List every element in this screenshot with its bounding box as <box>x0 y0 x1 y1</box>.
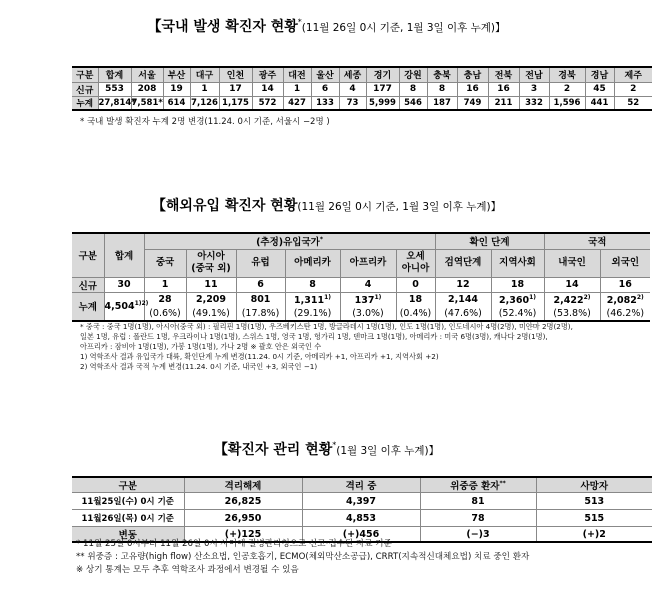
domestic-header-cell-11: 강원 <box>399 67 427 82</box>
imported-note-b: 일본 1명, 유럽 : 폴란드 1명, 우크라이나 1명(1명), 스위스 1명, 영국 1명, 헝가리 1명, 덴마크 1명(1명), 아메리카 : 미국 6명(3명), 캐나다 2명(1명), <box>80 332 548 341</box>
imported-cum-total-mark: 1)2) <box>134 300 149 308</box>
domestic-total-cell-1: 27,814* <box>98 97 136 108</box>
domestic-header-cell-12: 충북 <box>427 67 457 82</box>
domestic-new-cell-10: 177 <box>366 82 399 96</box>
management-title <box>0 439 653 459</box>
domestic-header-row <box>72 67 652 82</box>
imported-new-total: 30 <box>104 277 144 292</box>
domestic-new-cell-18: 2 <box>614 82 652 96</box>
imported-h-asia-1: 아시아 <box>197 251 225 262</box>
imported-note-e: 2) 역학조사 결과 국적 누계 변경(11.24. 0시 기준, 내국인 +3, 외국인 −1) <box>80 362 318 371</box>
imported-title-sub: (11월 26일 0시 기준, 1월 3일 이후 누계)】 <box>297 201 502 213</box>
domestic-new-cell-9: 4 <box>339 82 366 96</box>
imported-title <box>0 195 653 215</box>
domestic-total-cell-10: 5,999 <box>366 96 399 110</box>
imported-cum-asia: 2,209 <box>186 292 236 307</box>
imported-h-asia-2: (중국 외) <box>191 263 231 274</box>
imported-h-europe: 유럽 <box>236 249 285 277</box>
imported-h-oceania <box>396 249 435 277</box>
domestic-total-cell-4: 7,126 <box>191 97 218 108</box>
imported-new-asia: 11 <box>186 277 236 292</box>
domestic-new-cell-11: 8 <box>399 82 427 96</box>
domestic-new-cell-8: 6 <box>311 82 339 96</box>
management-row-1125-severe: 81 <box>420 493 536 510</box>
imported-cum-foreign-value: 2,082 <box>606 294 637 306</box>
management-h-isolated: 격리 중 <box>302 477 420 493</box>
imported-cum-africa-mark: 1) <box>374 293 382 301</box>
imported-new-community: 18 <box>491 277 544 292</box>
domestic-new-cell-7: 1 <box>283 82 311 96</box>
domestic-header-cell-10: 경기 <box>366 67 399 82</box>
domestic-title-mark: * <box>297 17 302 27</box>
domestic-title-sub: (11월 26일 0시 기준, 1월 3일 이후 누계)】 <box>301 22 506 34</box>
imported-h-china: 중국 <box>144 249 186 277</box>
domestic-total-cell-2: 7,581* <box>131 97 163 108</box>
imported-pct-europe: (17.8%) <box>236 307 285 321</box>
domestic-header-cell-4: 대구 <box>190 67 219 82</box>
imported-cum-america-mark: 1) <box>324 293 331 301</box>
imported-note-c: 아프리카 : 잠비아 1명(1명), 가봉 1명(1명), 가나 2명 ※ 괄호 안은 외국인 수 <box>80 342 322 351</box>
domestic-total-cell-13: 749 <box>457 96 488 110</box>
imported-h-country-group <box>144 233 435 249</box>
management-note-b: ** 위중증 : 고유량(high flow) 산소요법, 인공호흡기, ECMO(체외막산소공급), CRRT(지속적신대체요법) 치료 중인 환자 <box>76 552 530 562</box>
domestic-new-cell-4: 1 <box>190 82 219 96</box>
imported-cum-america <box>285 292 340 307</box>
imported-title-main: 【해외유입 확진자 현황 <box>151 198 298 214</box>
domestic-header-cell-17: 경남 <box>585 67 614 82</box>
domestic-header-cell-14: 전북 <box>488 67 519 82</box>
imported-h-africa: 아프리카 <box>340 249 396 277</box>
management-row-1126-isolated: 4,853 <box>302 510 420 527</box>
domestic-note: * 국내 발생 확진자 누계 2명 변경(11.24. 0시 기준, 서울시 −2명 ) <box>80 117 330 127</box>
management-row-1125-deaths: 513 <box>536 493 652 510</box>
management-row-1126-released: 26,950 <box>184 510 302 527</box>
domestic-new-cell-12: 8 <box>427 82 457 96</box>
imported-cum-label: 누계 <box>72 292 104 321</box>
domestic-new-cell-17: 45 <box>585 82 614 96</box>
management-table <box>72 476 652 543</box>
imported-pct-row <box>72 307 650 321</box>
domestic-total-cell-6: 572 <box>252 96 283 110</box>
management-row-1125-date: 11월25일(수) 0시 기준 <box>72 493 184 510</box>
imported-cum-foreign <box>600 292 650 307</box>
imported-cum-china: 28 <box>144 292 186 307</box>
imported-h-foreign: 외국인 <box>600 249 650 277</box>
management-title-mark: * <box>332 440 337 450</box>
imported-note-a: * 중국 : 중국 1명(1명), 아시아(중국 외) : 필리핀 1명(1명), 우즈베키스탄 1명, 방글라데시 1명(1명), 인도 1명(1명), 인도네시아 4명(2명), 미얀마 2명(2명), <box>80 322 573 331</box>
domestic-total-cell-16: 1,596 <box>549 96 585 110</box>
domestic-header-cell-8: 울산 <box>311 67 339 82</box>
domestic-header-cell-2: 서울 <box>131 67 163 82</box>
management-diff-isolated: (+)456 <box>302 527 420 543</box>
domestic-header-cell-15: 전남 <box>519 67 549 82</box>
imported-cum-quarantine: 2,144 <box>435 292 491 307</box>
management-row-1126-severe: 78 <box>420 510 536 527</box>
domestic-total-cell-7: 427 <box>283 96 311 110</box>
management-notes <box>76 538 529 577</box>
imported-cases-table <box>72 232 650 322</box>
domestic-header-cell-3: 부산 <box>163 67 190 82</box>
imported-cum-community-mark: 1) <box>529 293 537 301</box>
imported-notes <box>80 322 573 372</box>
domestic-total-cell-17: 441 <box>585 96 614 110</box>
imported-note-d: 1) 역학조사 결과 유입국가 대륙, 확인단계 누계 변경(11.24. 0시 기준, 아메리카 +1, 아프리카 +1, 지역사회 +2) <box>80 352 439 361</box>
management-title-main: 【확진자 관리 현황 <box>213 442 333 458</box>
imported-cum-row <box>72 292 650 307</box>
management-row-1125-isolated: 4,397 <box>302 493 420 510</box>
domestic-header-cell-5: 인천 <box>219 67 252 82</box>
management-row-1126-date: 11월26일(목) 0시 기준 <box>72 510 184 527</box>
management-h-severe <box>420 477 536 493</box>
management-h-category: 구분 <box>72 477 184 493</box>
domestic-total-cell-12: 187 <box>427 96 457 110</box>
management-h-deaths: 사망자 <box>536 477 652 493</box>
management-diff-severe: (−)3 <box>420 527 536 543</box>
imported-new-africa: 4 <box>340 277 396 292</box>
imported-new-china: 1 <box>144 277 186 292</box>
imported-cum-oceania: 18 <box>396 292 435 307</box>
imported-cum-foreign-mark: 2) <box>636 293 644 301</box>
imported-new-america: 8 <box>285 277 340 292</box>
domestic-total-cell-11: 546 <box>399 96 427 110</box>
management-header-row <box>72 477 652 493</box>
domestic-new-cell-14: 16 <box>488 82 519 96</box>
domestic-new-cell-0: 신규 <box>72 82 98 96</box>
domestic-header-cell-13: 충남 <box>457 67 488 82</box>
domestic-title-main: 【국내 발생 확진자 현황 <box>147 19 298 35</box>
domestic-total-cell-5: 1,175 <box>219 96 252 110</box>
imported-cum-america-value: 1,311 <box>294 294 325 306</box>
imported-new-quarantine: 12 <box>435 277 491 292</box>
imported-h-category: 구분 <box>72 233 104 277</box>
domestic-total-cell-8: 133 <box>311 96 339 110</box>
imported-h-stage-group: 확인 단계 <box>435 233 544 249</box>
domestic-total-cell-0: 누계 <box>72 96 98 110</box>
domestic-new-cell-2: 208 <box>131 82 163 96</box>
imported-new-domestic: 14 <box>544 277 600 292</box>
domestic-header-cell-1: 합계 <box>98 67 131 82</box>
imported-pct-community: (52.4%) <box>491 307 544 321</box>
imported-h-asia <box>186 249 236 277</box>
management-diff-released: (+)125 <box>184 527 302 543</box>
imported-new-europe: 6 <box>236 277 285 292</box>
imported-h-country-group-mark: * <box>319 236 323 244</box>
imported-cum-europe: 801 <box>236 292 285 307</box>
management-diff-label: 변동 <box>72 527 184 543</box>
imported-pct-asia: (49.1%) <box>186 307 236 321</box>
domestic-total-row <box>72 96 652 110</box>
management-row-1126-deaths: 515 <box>536 510 652 527</box>
imported-cum-domestic-value: 2,422 <box>553 294 584 306</box>
domestic-header-cell-7: 대전 <box>283 67 311 82</box>
management-note-c: ※ 상기 통계는 모두 추후 역학조사 과정에서 변경될 수 있음 <box>76 565 299 575</box>
imported-pct-domestic: (53.8%) <box>544 307 600 321</box>
domestic-total-cell-18: 52 <box>614 96 652 110</box>
imported-pct-africa: (3.0%) <box>340 307 396 321</box>
management-row-1126 <box>72 510 652 527</box>
domestic-header-cell-16: 경북 <box>549 67 585 82</box>
imported-new-oceania: 0 <box>396 277 435 292</box>
management-h-severe-mark: ** <box>499 479 506 487</box>
management-row-1125 <box>72 493 652 510</box>
imported-cum-domestic <box>544 292 600 307</box>
imported-new-label: 신규 <box>72 277 104 292</box>
management-row-1125-released: 26,825 <box>184 493 302 510</box>
domestic-total-cell-3: 614 <box>163 96 190 110</box>
management-note-a: * 11월 25일 0시부터 11월 26일 0시 사이에 질병관리청으로 신고·접수된 자료 기준 <box>76 539 392 549</box>
imported-pct-america: (29.1%) <box>285 307 340 321</box>
imported-cum-community <box>491 292 544 307</box>
imported-pct-foreign: (46.2%) <box>600 307 650 321</box>
domestic-new-cell-13: 16 <box>457 82 488 96</box>
domestic-header-cell-18: 제주 <box>614 67 652 82</box>
imported-cum-total-value: 4,504 <box>104 301 135 313</box>
imported-h-quarantine: 검역단계 <box>435 249 491 277</box>
imported-pct-china: (0.6%) <box>144 307 186 321</box>
domestic-new-cell-15: 3 <box>519 82 549 96</box>
domestic-total-cell-9: 73 <box>339 96 366 110</box>
imported-new-row <box>72 277 650 292</box>
imported-pct-oceania: (0.4%) <box>396 307 435 321</box>
imported-h-domestic: 내국인 <box>544 249 600 277</box>
imported-h-america: 아메리카 <box>285 249 340 277</box>
domestic-new-cell-16: 2 <box>549 82 585 96</box>
imported-h-nation-group: 국적 <box>544 233 650 249</box>
imported-cum-total <box>104 292 149 321</box>
imported-h-oceania-1: 오세 <box>406 251 425 262</box>
domestic-new-row <box>72 82 652 96</box>
domestic-title <box>0 16 653 36</box>
imported-h-oceania-2: 아니아 <box>401 263 430 274</box>
management-h-severe-text: 위중증 환자 <box>450 481 500 492</box>
imported-h-community: 지역사회 <box>491 249 544 277</box>
management-title-sub: (1월 3일 이후 누계)】 <box>336 445 440 457</box>
imported-h-country-group-text: (추정)유입국가 <box>256 237 320 249</box>
domestic-header-cell-6: 광주 <box>252 67 283 82</box>
imported-cum-africa-value: 137 <box>354 294 375 306</box>
domestic-total-cell-14: 211 <box>488 96 519 110</box>
imported-cum-africa <box>340 292 396 307</box>
management-h-released: 격리해제 <box>184 477 302 493</box>
domestic-new-cell-3: 19 <box>163 82 190 96</box>
imported-cum-domestic-mark: 2) <box>583 293 591 301</box>
domestic-new-cell-1: 553 <box>98 82 131 96</box>
domestic-cases-table <box>72 66 652 111</box>
imported-new-foreign: 16 <box>600 277 650 292</box>
domestic-new-cell-6: 14 <box>252 82 283 96</box>
domestic-header-cell-9: 세종 <box>339 67 366 82</box>
domestic-total-cell-15: 332 <box>519 96 549 110</box>
management-diff-deaths: (+)2 <box>536 527 652 543</box>
imported-cum-community-value: 2,360 <box>499 294 530 306</box>
domestic-new-cell-5: 17 <box>219 82 252 96</box>
domestic-header-cell-0: 구분 <box>72 67 98 82</box>
imported-h-total: 합계 <box>104 233 144 277</box>
imported-pct-quarantine: (47.6%) <box>435 307 491 321</box>
